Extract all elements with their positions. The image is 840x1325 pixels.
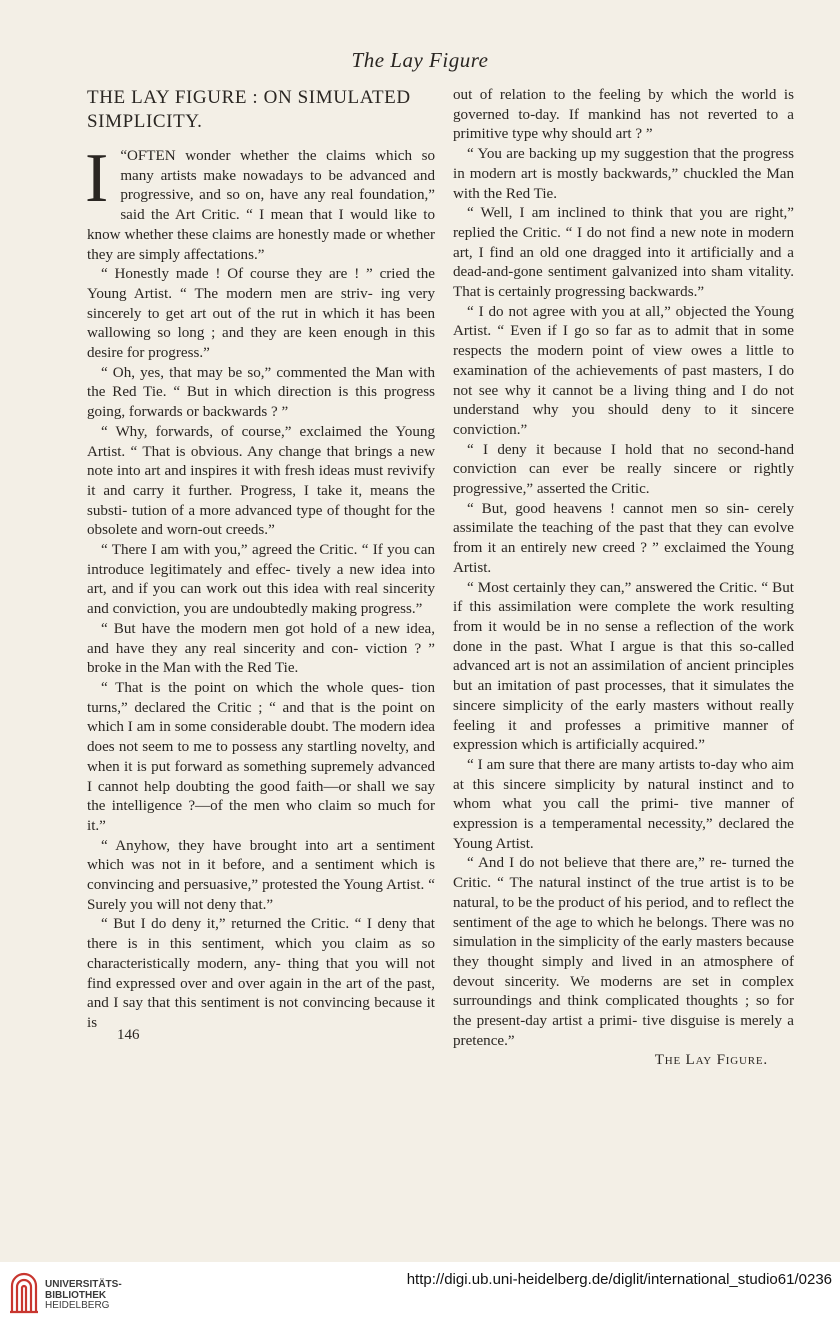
opening-paragraph: [85, 140, 435, 265]
signature: The Lay Figure.: [654, 1052, 768, 1069]
paragraph: “ Oh, yes, that may be so,” commented the Man with the Red Tie. “ But in which direction is this progress going, forwards or backwards ? ”: [87, 364, 435, 421]
paragraph: “ Well, I am inclined to think that you are right,” replied the Critic. “ I do not find a new note in modern art, I find an old one dragged into it artificially and a dead-and-gone sentiment galvanized into sham vitality. That is certainly progressing backwards.”: [453, 205, 794, 301]
paragraph: “ Why, forwards, of course,” exclaimed the Young Artist. “ That is obvious. Any change that brings a new note into art and inspires it with fresh ideas must revivify it and carry it further. Progress, I take it, means the substi- tution of a more advanced type of thought for the obsolete and worn-out creeds.”: [87, 423, 435, 539]
paragraph: “ I deny it because I hold that no second-hand conviction can ever be really sincere or rightly progressive,” asserted the Critic.: [453, 441, 794, 498]
continued-paragraph: out of relation to the feeling by which the world is governed to-day. If mankind has not reverted to a primitive type why should art ? ”: [453, 87, 794, 143]
paragraph: “ But have the modern men got hold of a new idea, and have they any real sincerity and con- viction ? ” broke in the Man with the Red Tie.: [87, 620, 435, 677]
paragraph: “ I am sure that there are many artists to-day who aim at this sincere simplicity by natural instinct and to whom what you call the primi- tive manner of expression is a temperamental necessity,” declared the Young Artist.: [453, 756, 794, 852]
paragraph: “ But I do deny it,” returned the Critic. “ I deny that there is in this sentiment, which you claim as so characteristically modern, any- thing that you will not find expressed over and over again in the art of the past, and I say that this sentiment is not convincing because it is: [87, 916, 435, 1031]
paragraph: “ But, good heavens ! cannot men so sin- cerely assimilate the teaching of the past that they can evolve from it an entirely new creed ? ” exclaimed the Young Artist.: [453, 500, 794, 576]
paragraph: “ Honestly made ! Of course they are ! ” cried the Young Artist. “ The modern men are striv- ing very sincerely to get art out of the rut in which it has been wallowing so long ; and they are keen enough in this desire for progress.”: [87, 266, 435, 362]
running-head: The Lay Figure: [351, 48, 489, 72]
paragraph: “ There I am with you,” agreed the Critic. “ If you can introduce legitimately and effec- tively a new idea into art, and if you can work out this idea with real sincerity and conviction, you are undoubtedly making progress.”: [87, 542, 435, 618]
library-name-line2: BIBLIOTHEK: [45, 1289, 107, 1301]
paragraph: “ And I do not believe that there are,” re- turned the Critic. “ The natural instinct of the true artist is to be natural, to be the product of his period, and to reflect the sentiment of the age to which he belongs. There was no simulation in the simplicity of the early masters because they thought simply and lived in an atmosphere of devout sincerity. We moderns are set in complex surroundings and think complicated thoughts ; so for the present-day artist a primi- tive disguise is merely a pretence.”: [453, 855, 794, 1049]
library-name-line1: UNIVERSITÄTS-: [45, 1279, 122, 1290]
library-name-line3: HEIDELBERG: [45, 1300, 110, 1311]
paragraph: “ That is the point on which the whole ques- tion turns,” declared the Critic ; “ and that is the point on which I am in some considerable doubt. The modern idea does not seem to me to possess any startling novelty, and when it is put forward as something supremely advanced I cannot help doubting the good faith—or shall we say the intelligence ?—of the men who claim so much for it.”: [87, 679, 435, 834]
drop-cap: I: [85, 140, 109, 217]
right-column: [453, 86, 794, 1071]
source-url-link[interactable]: http://digi.ub.uni-heidelberg.de/diglit/international_studio61/0236: [406, 1271, 832, 1288]
library-name: [45, 1280, 122, 1312]
opening-paragraph-text: OFTEN wonder whether the claims which so many artists make nowadays to be advanced and progressive, and so on, have any real foundation,” said the Art Critic. “ I mean that I would like to know whether these claims are honestly made or whether they are simply affectations.”: [87, 148, 435, 263]
footer-bar: [0, 1262, 840, 1325]
paragraph: “ Anyhow, they have brought into art a sentiment which was not in it before, and a sentiment which is convincing and persuasive,” protested the Young Artist. “ Surely you will not deny that.”: [87, 837, 435, 913]
paragraph: “ I do not agree with you at all,” objected the Young Artist. “ Even if I go so far as to admit that in some respects the modern point of view owes a little to examination of the achievements of past masters, I do not see why it cannot be a living thing and I do not understand why you should deny to it sincere conviction.”: [453, 303, 794, 438]
left-column: [87, 86, 435, 1034]
paragraph: “ You are backing up my suggestion that the progress in modern art is mostly backwards,” chuckled the Man with the Red Tie.: [453, 146, 794, 202]
page-number: 146: [117, 1027, 140, 1043]
article-title: THE LAY FIGURE : ON SIMULATED SIMPLICITY.: [87, 87, 411, 132]
paragraph: “ Most certainly they can,” answered the Critic. “ But if this assimilation were complete the work resulting from it would be in no sense a reflection of the work done in the past. What I argue is that this so-called advanced art is not an assimilation of ancient principles but an imitation of past processes, that it simulates the sincere simplicity of the early masters without really feeling it and professes a primitive manner of expression which is artificially acquired.”: [453, 579, 794, 754]
opening-quote: “: [120, 148, 128, 164]
library-logo-icon: [8, 1272, 40, 1316]
